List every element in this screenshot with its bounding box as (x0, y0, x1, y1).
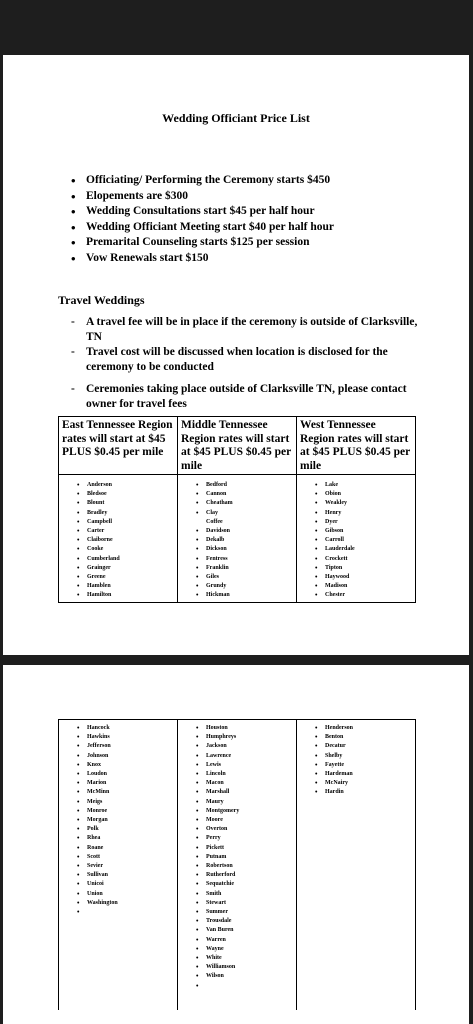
county-item: • Giles (196, 573, 296, 582)
county-item: • Clay (196, 509, 296, 518)
service-item: • Wedding Consultations start $45 per half hour (71, 204, 334, 220)
region-table (58, 416, 416, 603)
county-item: • Houston (196, 724, 296, 733)
region-table-continued (58, 719, 416, 1010)
county-item: • Blount (77, 499, 177, 508)
county-item (77, 908, 177, 917)
county-item: • Bedford (196, 481, 296, 490)
county-item: • Van Buren (196, 926, 296, 935)
county-item: • Jackson (196, 742, 296, 751)
county-item: • Cumberland (77, 555, 177, 564)
county-item: • Cheatham (196, 499, 296, 508)
county-item: • McNairy (315, 779, 415, 788)
document-page-1 (3, 55, 469, 655)
county-item: • Sequatchie (196, 880, 296, 889)
county-item: • Hickman (196, 591, 296, 600)
county-item: • Haywood (315, 573, 415, 582)
county-item: • Polk (77, 825, 177, 834)
county-item: • Dyer (315, 518, 415, 527)
region-column-west (296, 720, 415, 1010)
county-item: • Wilson (196, 972, 296, 981)
travel-item: - Travel cost will be discussed when location is disclosed for the ceremony to be conducted (71, 345, 421, 375)
region-header: Middle Tennessee Region rates will start at $45 PLUS $0.45 per mile (178, 417, 296, 475)
county-item: • Putnam (196, 853, 296, 862)
county-item: • Knox (77, 761, 177, 770)
region-column-west (296, 417, 415, 602)
county-item (196, 982, 296, 991)
county-item: • Pickett (196, 844, 296, 853)
county-item: Coffee (206, 518, 223, 525)
county-item: • Fentress (196, 555, 296, 564)
county-item: • Marshall (196, 788, 296, 797)
county-item: • Fayette (315, 761, 415, 770)
county-item: • Campbell (77, 518, 177, 527)
region-column-east (59, 417, 177, 602)
county-item: • Lincoln (196, 770, 296, 779)
county-item: • Morgan (77, 816, 177, 825)
county-item: • Lawrence (196, 752, 296, 761)
county-item: • Henderson (315, 724, 415, 733)
service-item: • Wedding Officiant Meeting start $40 per half hour (71, 220, 334, 236)
county-item: • Claiborne (77, 536, 177, 545)
county-item: • Obion (315, 490, 415, 499)
county-item: • Lewis (196, 761, 296, 770)
county-item: • Hardeman (315, 770, 415, 779)
county-item: • Humphreys (196, 733, 296, 742)
county-item: • Johnson (77, 752, 177, 761)
county-item: • Madison (315, 582, 415, 591)
services-list (71, 173, 334, 266)
service-item: • Vow Renewals start $150 (71, 251, 334, 267)
service-item: • Premarital Counseling starts $125 per session (71, 235, 334, 251)
county-item: • Summer (196, 908, 296, 917)
service-item: • Elopements are $300 (71, 189, 334, 205)
county-item: • Montgomery (196, 807, 296, 816)
county-item: • Robertson (196, 862, 296, 871)
county-item: • Meigs (77, 798, 177, 807)
county-item: • Maury (196, 798, 296, 807)
county-item: • Bledsoe (77, 490, 177, 499)
county-item: • Wayne (196, 945, 296, 954)
county-item: • Jefferson (77, 742, 177, 751)
county-item: • Shelby (315, 752, 415, 761)
county-item: • Sevier (77, 862, 177, 871)
county-item: • Smith (196, 890, 296, 899)
county-item: • Loudon (77, 770, 177, 779)
county-item: • Hardin (315, 788, 415, 797)
travel-list (71, 315, 421, 412)
region-header: East Tennessee Region rates will start at $45 PLUS $0.45 per mile (59, 417, 177, 475)
county-item: • Davidson (196, 527, 296, 536)
region-header: West Tennessee Region rates will start at $45 PLUS $0.45 per mile (297, 417, 415, 475)
county-item: • Chester (315, 591, 415, 600)
county-item: • Warren (196, 936, 296, 945)
county-item: • Weakley (315, 499, 415, 508)
county-item: • Grundy (196, 582, 296, 591)
county-item: • White (196, 954, 296, 963)
document-page-2 (3, 665, 469, 1024)
county-item: • Anderson (77, 481, 177, 490)
county-item: • Lake (315, 481, 415, 490)
county-item: • Washington (77, 899, 177, 908)
county-list (297, 475, 415, 601)
county-item: • Decatur (315, 742, 415, 751)
county-item: • Cooke (77, 545, 177, 554)
county-item: • Franklin (196, 564, 296, 573)
county-item: • Crockett (315, 555, 415, 564)
county-list (297, 720, 415, 798)
county-list (59, 475, 177, 601)
county-item: • Cannon (196, 490, 296, 499)
county-item: • Bradley (77, 509, 177, 518)
county-list (178, 475, 296, 601)
region-column-east (59, 720, 177, 1010)
county-list (178, 720, 296, 991)
county-item: • Scott (77, 853, 177, 862)
service-item: • Officiating/ Performing the Ceremony starts $450 (71, 173, 334, 189)
county-item: • Moore (196, 816, 296, 825)
travel-item: - A travel fee will be in place if the ceremony is outside of Clarksville, TN (71, 315, 421, 345)
county-item: • Stewart (196, 899, 296, 908)
county-item: • Sullivan (77, 871, 177, 880)
county-item: • Trousdale (196, 917, 296, 926)
county-item: • Hamblen (77, 582, 177, 591)
county-item: • Perry (196, 834, 296, 843)
travel-item: - Ceremonies taking place outside of Clarksville TN, please contact owner for travel fees (71, 382, 421, 412)
page-title: Wedding Officiant Price List (162, 111, 310, 125)
county-item: • McMinn (77, 788, 177, 797)
region-column-middle (177, 720, 296, 1010)
county-item: • Roane (77, 844, 177, 853)
county-item: • Williamson (196, 963, 296, 972)
county-item: • Monroe (77, 807, 177, 816)
county-item: • Hamilton (77, 591, 177, 600)
county-item: • Dickson (196, 545, 296, 554)
county-item: • Overton (196, 825, 296, 834)
county-item: • Carter (77, 527, 177, 536)
county-item: • Rutherford (196, 871, 296, 880)
county-item: • Unicoi (77, 880, 177, 889)
county-item: • Lauderdale (315, 545, 415, 554)
county-item: • Carroll (315, 536, 415, 545)
county-item: • Union (77, 890, 177, 899)
county-item: • Henry (315, 509, 415, 518)
county-item: • Tipton (315, 564, 415, 573)
county-item: • Marion (77, 779, 177, 788)
county-list (59, 720, 177, 917)
region-column-middle (177, 417, 296, 602)
county-item: • Hawkins (77, 733, 177, 742)
county-item: • Gibson (315, 527, 415, 536)
county-item: • Grainger (77, 564, 177, 573)
county-item: • Rhea (77, 834, 177, 843)
county-item: • Benton (315, 733, 415, 742)
county-item: • Macon (196, 779, 296, 788)
county-item: • Greene (77, 573, 177, 582)
travel-heading: Travel Weddings (58, 293, 145, 307)
county-item: • Dekalb (196, 536, 296, 545)
county-item: • Hancock (77, 724, 177, 733)
